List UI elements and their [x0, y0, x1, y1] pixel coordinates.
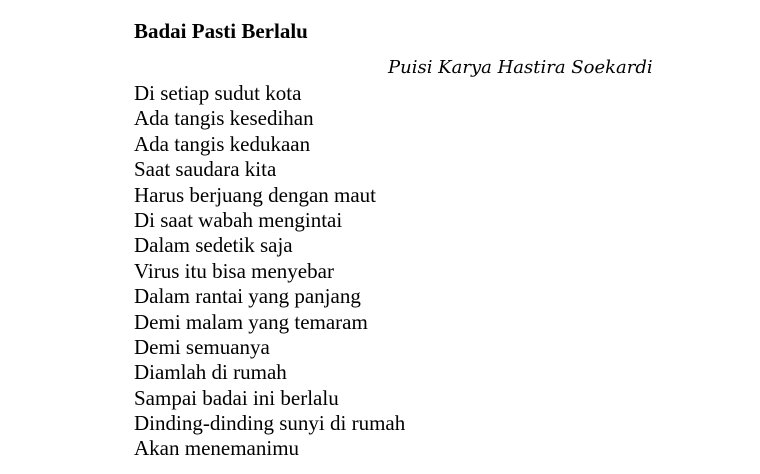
poem-line: Harus berjuang dengan maut — [134, 182, 377, 207]
poem-line: Diamlah di rumah — [134, 360, 287, 385]
poem-line: Saat saudara kita — [134, 157, 277, 182]
poem-line: Di setiap sudut kota — [134, 81, 302, 105]
poem-line: Ada tangis kedukaan — [134, 131, 311, 156]
poem-line: Sampai badai ini berlalu — [134, 385, 339, 410]
poem-line: Dalam sedetik saja — [134, 233, 293, 258]
poem-line: Dinding-dinding sunyi di rumah — [134, 411, 406, 436]
poem-line: Demi semuanya — [134, 334, 270, 359]
poem-author: Puisi Karya Hastira Soekardi — [388, 57, 653, 78]
poem-line: Demi malam yang temaram — [134, 309, 368, 334]
poem-line: Di saat wabah mengintai — [134, 207, 343, 232]
poem-line: Akan menemanimu — [134, 436, 300, 461]
poem-body — [134, 81, 405, 462]
poem-line: Virus itu bisa menyebar — [134, 258, 334, 283]
poem-title: Badai Pasti Berlalu — [134, 19, 308, 43]
poem-line: Ada tangis kesedihan — [134, 106, 314, 131]
poem-line: Dalam rantai yang panjang — [134, 284, 361, 309]
